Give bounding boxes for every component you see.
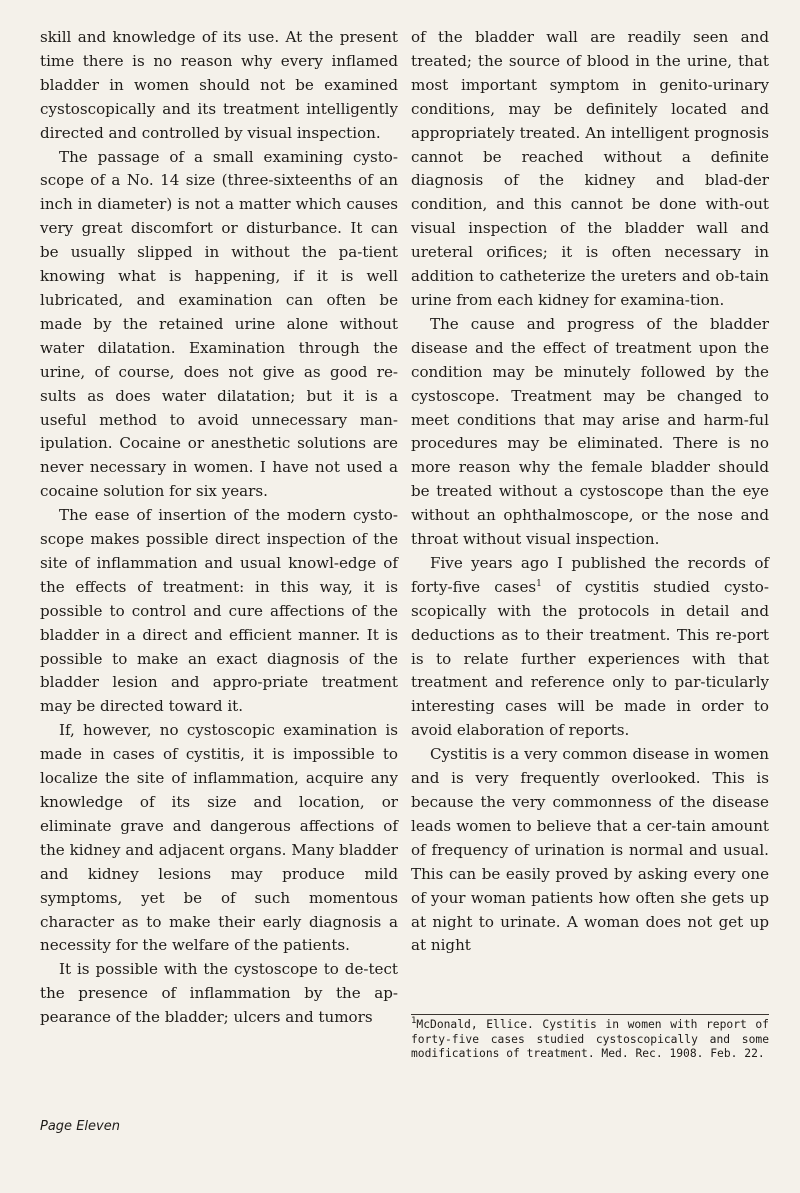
paragraph-text: of cystitis studied cysto-scopically with the protocols in detail and deductions as to their treatment. This re-port is to relate further experiences with that treatment and reference only to par-ticularly interesting cases will be made in order to avoid elaboration of reports. <box>411 577 769 740</box>
paragraph: of the bladder wall are readily seen and treated; the source of blood in the urine, that most important symptom in genito-urinary conditions, may be definitely located and appropriately treated. An intelligent prognosis cannot be reached without a definite diagnosis of the kidney and blad-der condition, and this cannot be done with-out visual inspection of the bladder wall and ureteral orifices; it is often necessary in addition to catheterize the ureters and ob-tain urine from each kidney for examina-tion. <box>411 28 769 309</box>
paragraph: If, however, no cystoscopic examination is made in cases of cystitis, it is impossible to localize the site of inflammation, acquire any knowledge of its size and location, or eliminate grave and dangerous affections of the kidney and adjacent organs. Many bladder and kidney lesions may produce mild symptoms, yet be of such momentous character as to make their early diagnosis a necessity for the welfare of the patients. <box>40 721 398 955</box>
paragraph: It is possible with the cystoscope to de-tect the presence of inflammation by the ap-pearance of the bladder; ulcers and tumors <box>40 960 398 1027</box>
right-column <box>411 26 769 958</box>
paragraph: Cystitis is a very common disease in women and is very frequently overlooked. This is because the very commonness of the disease leads women to believe that a cer-tain amount of frequency of urination is normal and usual. This can be easily proved by asking every one of your woman patients how often she gets up at night to urinate. A woman does not get up at night <box>411 745 769 955</box>
paragraph: The ease of insertion of the modern cysto-scope makes possible direct inspection of the site of inflammation and usual knowl-edge of the effects of treatment: in this way, it is possible to control and cure affections of the bladder in a direct and efficient manner. It is possible to make an exact diagnosis of the bladder lesion and appro-priate treatment may be directed toward it. <box>40 506 398 716</box>
footnote-marker: 1 <box>411 1016 417 1027</box>
footnote-text: McDonald, Ellice. Cystitis in women with report of forty-five cases studied cystoscopically and some modifications of treatment. Med. Rec. 1908. Feb. 22. <box>411 1018 769 1060</box>
paragraph: The cause and progress of the bladder disease and the effect of treatment upon the condition may be minutely followed by the cystoscope. Treatment may be changed to meet conditions that may arise and harm-ful procedures may be eliminated. There is no more reason why the female bladder should be treated without a cystoscope than the eye without an ophthalmoscope, or the nose and throat without visual inspection. <box>411 314 769 549</box>
footnote-reference: 1 <box>536 578 542 589</box>
left-column <box>40 26 398 1030</box>
paragraph-text: Five years ago I published the records of forty-five cases <box>411 553 769 596</box>
paragraph: The passage of a small examining cysto-scope of a No. 14 size (three-sixteenths of an inch in diameter) is not a matter which causes very great discomfort or disturbance. It can be usually slipped in without the pa-tient knowing what is happening, if it is well lubricated, and examination can often be made by the retained urine alone without water dilatation. Examination through the urine, of course, does not give as good re-sults as does water dilatation; but it is a useful method to avoid unnecessary man-ipulation. Cocaine or anesthetic solutions are never necessary in women. I have not used a cocaine solution for six years. <box>40 147 398 501</box>
footnote <box>411 1018 769 1062</box>
paragraph <box>411 552 769 743</box>
page-number-label: Page Eleven <box>40 1119 120 1134</box>
paragraph: skill and knowledge of its use. At the present time there is no reason why every inflamed bladder in women should not be examined cystoscopically and its treatment intelligently directed and controlled by visual inspection. <box>40 28 398 142</box>
footnote-divider <box>411 1014 769 1015</box>
